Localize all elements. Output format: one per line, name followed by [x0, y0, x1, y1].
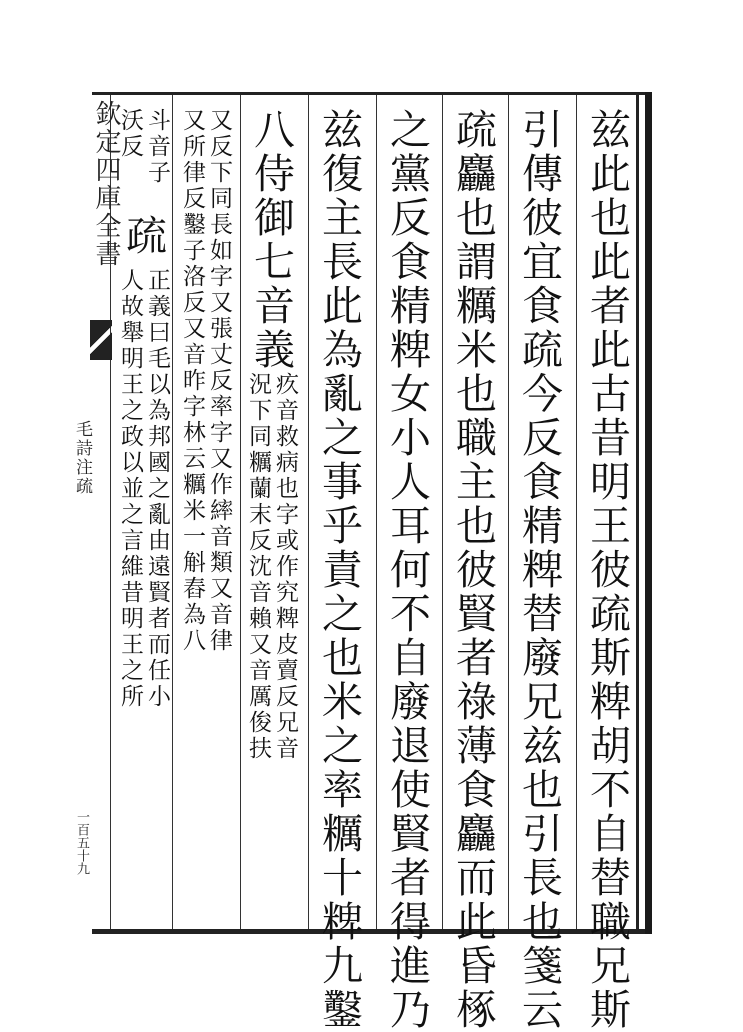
- annotation-line-left: 人故舉明王之政以並之言維昔明王之所: [117, 268, 143, 710]
- text-column-8-top: [118, 108, 168, 186]
- banxin-label: 欽定四庫全書: [91, 100, 121, 268]
- annotation-line-right: 正義曰毛以為邦國之亂由遠賢者而任小: [144, 268, 170, 710]
- text-column-8-bottom: [118, 268, 168, 710]
- annotation-line-left: 沃反: [117, 108, 143, 160]
- frame-right-thick-border: [645, 92, 652, 934]
- banxin-page-number: 一百五十九: [74, 810, 89, 875]
- text-column-3: 疏麤也謂糲米也職主也彼賢者祿薄食麤而此昏椓: [449, 108, 497, 1032]
- frame-top-border: [92, 92, 652, 95]
- annotation-line-right: 疚音救病也字或作究粺皮賣反兄音: [272, 372, 298, 762]
- text-column-2: 引傳彼宜食疏今反食精粺替廢兄兹也引長也箋云: [515, 108, 563, 1032]
- column-rule: [240, 95, 241, 929]
- text-column-6-annotation: [246, 372, 296, 762]
- text-column-5: 兹復主長此為亂之事乎責之也米之率糲十粺九鑿: [315, 108, 363, 1032]
- text-column-6-heading: 八侍御七音義: [247, 108, 295, 372]
- frame-right-border: [636, 92, 639, 934]
- column-rule: [442, 95, 443, 929]
- annotation-line-right: 斗音子: [144, 108, 170, 186]
- annotation-line-left: 況下同糲蘭末反沈音賴又音厲俊扶: [245, 372, 271, 762]
- column-rule: [376, 95, 377, 929]
- fishtail-mark: [90, 320, 112, 360]
- column-rule: [308, 95, 309, 929]
- frame-bottom-border: [92, 929, 652, 934]
- annotation-line-right: 又反下同長如字又張丈反率字又作繂音類又音律: [206, 108, 232, 654]
- annotation-line-left: 又所律反鑿子洛反又音昨字林云糲米一斛舂為八: [179, 108, 205, 654]
- column-rule: [172, 95, 173, 929]
- shu-marker: 疏: [119, 214, 167, 258]
- banxin-title: 毛詩注疏: [72, 420, 92, 496]
- column-rule: [576, 95, 577, 929]
- text-column-4: 之黨反食精粺女小人耳何不自廢退使賢者得進乃: [383, 108, 431, 1032]
- text-column-1: 兹此也此者此古昔明王彼疏斯粺胡不自替職兄斯: [583, 108, 631, 1032]
- text-column-7-annotation: [180, 108, 230, 654]
- column-rule: [508, 95, 509, 929]
